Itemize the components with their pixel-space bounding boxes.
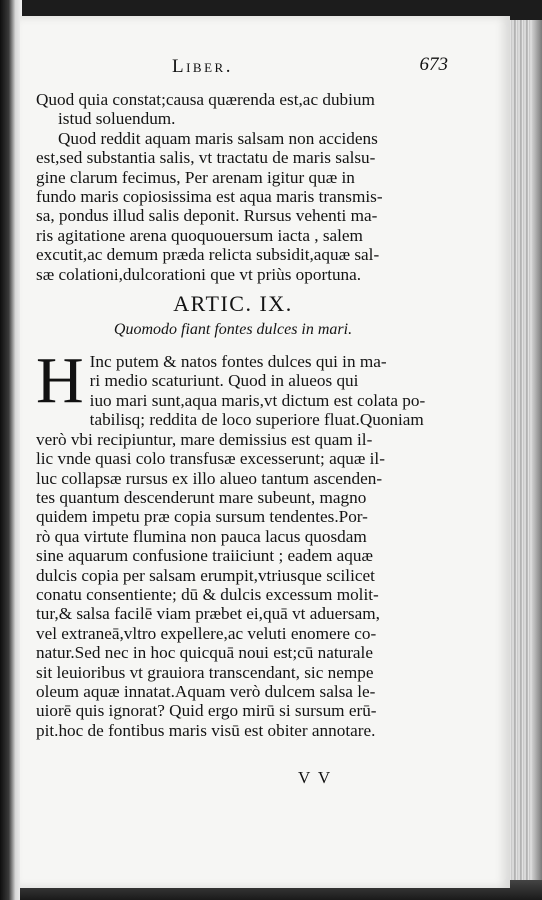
text-line: conatu consentiente; dū & dulcis excessum molit- <box>36 584 379 604</box>
article-subtitle: Quomodo fiant fontes dulces in mari. <box>113 321 353 339</box>
running-head-title: Liber. <box>172 56 233 77</box>
text-line: luc collapsæ rursus ex illo alueo tantum ascenden- <box>36 468 383 488</box>
text-line: quidem impetu præ copia sursum tendentes.Por- <box>36 507 368 527</box>
text-line: uiorē quis ignorat? Quid ergo mirū si sursum erū- <box>36 701 377 721</box>
binding-gutter <box>0 0 22 900</box>
paragraph-2 <box>36 129 430 284</box>
article-heading: ARTIC. IX. <box>173 291 293 317</box>
text-line: tur,& salsa facilē viam præbet ei,quā vt aduersam, <box>36 604 380 624</box>
text-line: sæ colationi,dulcorationi que vt priùs oportuna. <box>36 264 362 284</box>
drop-cap: H <box>36 344 84 418</box>
text-line: gine clarum fecimus, Per arenam igitur quæ in <box>36 167 355 187</box>
text-line: istud soluendum. <box>58 109 176 129</box>
text-line: ri medio scaturiunt. Quod in alueos qui <box>89 371 359 391</box>
text-line: tabilisq; reddita de loco superiore fluat.Quoniam <box>89 410 424 430</box>
text-line: iuo mari sunt,aqua maris,vt dictum est colata po- <box>89 390 426 410</box>
page-edges <box>506 20 542 880</box>
paragraph-1 <box>36 90 430 129</box>
text-line: verò vbi recipiuntur, mare demissius est quam il- <box>36 429 373 449</box>
text-line: est,sed substantia salis, vt tractatu de maris salsu- <box>36 148 376 168</box>
text-line: pit.hoc de fontibus maris visū est obiter annotare. <box>36 720 376 740</box>
text-line: excutit,ac demum præda relicta subsidit,aquæ sal- <box>36 245 380 265</box>
text-line: sine aquarum confusione traiiciunt ; eadem aquæ <box>36 546 373 566</box>
text-line: vel extraneā,vltro expellere,ac veluti enomere co- <box>36 623 377 643</box>
text-line: Inc putem & natos fontes dulces qui in ma- <box>89 352 387 372</box>
text-line: natur.Sed nec in hoc quicquā noui est;cū naturale <box>36 643 373 663</box>
page-body <box>36 90 430 740</box>
text-line: ris agitatione arena quoquouersum iacta , salem <box>36 225 363 245</box>
catchword: V V <box>298 768 333 787</box>
text-line: fundo maris copiosissima est aqua maris transmis- <box>36 187 383 207</box>
text-line: sit leuioribus vt grauiora transcendant, sic nempe <box>36 662 374 682</box>
text-line: oleum aquæ innatat.Aquam verò dulcem salsa le- <box>36 681 376 701</box>
text-line: Quod quia constat;causa quærenda est,ac dubium <box>36 90 375 109</box>
text-line: tes quantum descenderunt mare subeunt, magno <box>36 487 367 507</box>
text-line: lic vnde quasi colo transfusæ excesserunt; aquæ il- <box>36 449 385 469</box>
page-number: 673 <box>419 54 448 75</box>
text-line: rò qua virtute flumina non pauca lacus quosdam <box>36 526 367 546</box>
article-body <box>36 344 430 740</box>
text-line: sa, pondus illud salis deponit. Rursus vehenti ma- <box>36 206 378 226</box>
running-head <box>36 54 448 80</box>
text-line: Quod reddit aquam maris salsam non accidens <box>58 128 378 148</box>
text-line: dulcis copia per salsam erumpit,vtriusque scilicet <box>36 565 375 585</box>
